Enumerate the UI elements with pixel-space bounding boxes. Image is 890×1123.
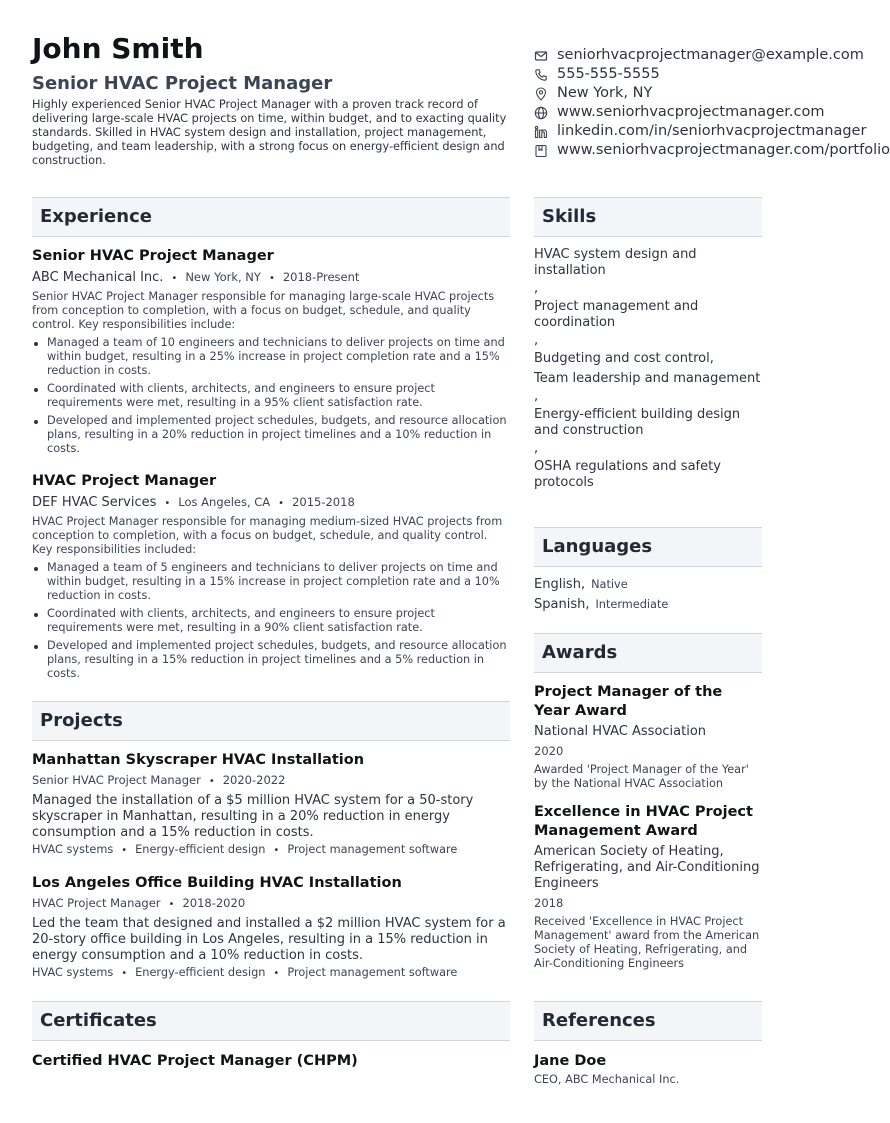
project-entry: [32, 751, 510, 858]
separator-dot: •: [278, 498, 285, 509]
skills-list: [534, 247, 762, 491]
award-organization: American Society of Heating, Refrigerating, and Air-Conditioning Engineers: [534, 844, 760, 891]
job-title: Senior HVAC Project Manager: [32, 248, 274, 264]
contact-linkedin[interactable]: [534, 122, 867, 141]
award-description: Awarded 'Project Manager of the Year' by the National HVAC Association: [534, 763, 749, 790]
project-tag: HVAC systems: [32, 843, 114, 856]
separator-dot: •: [273, 968, 280, 979]
job-meta: [32, 493, 510, 513]
project-description: Managed the installation of a $5 million HVAC system for a 50-story skyscraper in Manhattan, resulting in a 20% reduction in energy consumption and a 15% reduction in costs.: [32, 793, 474, 840]
candidate-title: Senior HVAC Project Manager: [32, 73, 333, 94]
certificate-item: Certified HVAC Project Manager (CHPM): [32, 1053, 358, 1069]
job-entry: [32, 472, 510, 685]
language-item: [534, 575, 628, 595]
section-header-certificates: [32, 1001, 510, 1041]
project-title: Manhattan Skyscraper HVAC Installation: [32, 752, 365, 768]
reference-role: CEO, ABC Mechanical Inc.: [534, 1073, 680, 1086]
job-bullets: [32, 561, 510, 681]
project-description: Led the team that designed and installed a $2 million HVAC system for a 20-story office building in Los Angeles, resulting in a 15% reduction in energy consumption and a 10% reduction in costs.: [32, 916, 506, 963]
contact-location-text: New York, NY: [557, 85, 653, 101]
job-bullet: Developed and implemented project schedules, budgets, and resource allocation plans, resulting in a 20% reduction in project timelines and a 10% reduction in costs.: [32, 414, 510, 456]
award-year: 2018: [534, 896, 564, 910]
skill-item: HVAC system design and installation: [534, 247, 697, 278]
language-name: Spanish,: [534, 597, 590, 612]
section-header-experience: [32, 197, 510, 237]
project-tag: Energy-efficient design: [135, 843, 266, 856]
section-title-references: References: [542, 1010, 656, 1031]
separator-dot: •: [171, 273, 178, 284]
skill-item: OSHA regulations and safety protocols: [534, 459, 721, 490]
section-title-awards: Awards: [542, 642, 618, 663]
contact-phone-text[interactable]: 555-555-5555: [557, 66, 660, 82]
project-tags: [32, 966, 510, 981]
project-entry: [32, 874, 510, 981]
project-role: HVAC Project Manager: [32, 896, 161, 910]
project-dates: 2018-2020: [182, 896, 246, 910]
contact-phone[interactable]: [534, 65, 794, 84]
award-title: Project Manager of the Year Award: [534, 684, 723, 719]
section-header-projects: [32, 701, 510, 741]
skill-separator: ,: [534, 389, 539, 404]
award-organization: National HVAC Association: [534, 724, 707, 739]
contact-list: [534, 46, 890, 160]
award-entry: [534, 803, 762, 971]
section-title-experience: Experience: [40, 206, 152, 227]
candidate-name: John Smith: [32, 32, 204, 65]
project-tag: Project management software: [287, 843, 458, 856]
job-bullet: Coordinated with clients, architects, and engineers to ensure project requirements were met, resulting in a 90% client satisfaction rate.: [32, 607, 510, 635]
job-dates: 2018-Present: [282, 270, 360, 284]
contact-location: [534, 84, 794, 103]
phone-icon: [534, 68, 548, 82]
language-name: English,: [534, 577, 586, 592]
job-meta: [32, 268, 510, 288]
section-title-skills: Skills: [542, 206, 597, 227]
contact-website[interactable]: [534, 103, 825, 122]
job-entry: [32, 247, 510, 460]
section-header-skills: [534, 197, 762, 237]
award-description: Received 'Excellence in HVAC Project Management' award from the American Society of Heating, Refrigerating, and Air-Conditioning Engineers: [534, 915, 760, 970]
job-location: Los Angeles, CA: [178, 495, 271, 509]
language-level: Native: [591, 578, 628, 591]
bookmark-icon: [534, 144, 548, 158]
mail-icon: [534, 49, 548, 63]
project-tag: Energy-efficient design: [135, 966, 266, 979]
skill-item: Energy-efficient building design and construction: [534, 407, 741, 438]
skill-separator: ,: [534, 441, 539, 456]
project-title: Los Angeles Office Building HVAC Installation: [32, 875, 402, 891]
separator-dot: •: [273, 845, 280, 856]
separator-dot: •: [121, 845, 128, 856]
language-level: Intermediate: [595, 598, 669, 611]
section-title-projects: Projects: [40, 710, 123, 731]
project-tag: HVAC systems: [32, 966, 114, 979]
contact-email[interactable]: [534, 46, 864, 65]
project-tag: Project management software: [287, 966, 458, 979]
separator-dot: •: [268, 273, 275, 284]
contact-linkedin-text[interactable]: linkedin.com/in/seniorhvacprojectmanager: [557, 123, 867, 139]
job-bullets: [32, 336, 510, 456]
contact-email-text[interactable]: seniorhvacprojectmanager@example.com: [557, 47, 864, 63]
job-title: HVAC Project Manager: [32, 473, 217, 489]
job-bullet: Developed and implemented project schedules, budgets, and resource allocation plans, resulting in a 15% reduction in project timelines and a 5% reduction in costs.: [32, 639, 510, 681]
project-meta: [32, 772, 510, 790]
project-dates: 2020-2022: [222, 773, 286, 787]
section-title-certificates: Certificates: [40, 1010, 157, 1031]
globe-icon: [534, 106, 548, 120]
job-bullet: Managed a team of 5 engineers and technicians to deliver projects on time and within budget, resulting in a 15% increase in project completion rate and a 10% reduction in costs.: [32, 561, 510, 603]
award-title: Excellence in HVAC Project Management Award: [534, 804, 753, 839]
job-bullet: Coordinated with clients, architects, and engineers to ensure project requirements were met, resulting in a 95% client satisfaction rate.: [32, 382, 510, 410]
job-company: ABC Mechanical Inc.: [32, 270, 164, 285]
section-header-awards: [534, 633, 762, 673]
skill-item: Team leadership and management: [534, 371, 761, 386]
section-title-languages: Languages: [542, 536, 653, 557]
skill-item: Project management and coordination: [534, 299, 699, 330]
separator-dot: •: [208, 776, 215, 787]
skill-separator: ,: [534, 281, 539, 296]
job-company: DEF HVAC Services: [32, 495, 157, 510]
job-description: HVAC Project Manager responsible for managing medium-sized HVAC projects from conception to completion, with a focus on budget, schedule, and quality control. Key responsibilities included:: [32, 515, 503, 556]
summary: Highly experienced Senior HVAC Project Manager with a proven track record of delivering large-scale HVAC projects on time, within budget, and to exacting quality standards. Skilled in HVAC system design and installation, project management, budgeting, and team leadership, with a strong focus on energy-efficient design and construction.: [32, 98, 507, 167]
skill-separator: ,: [534, 333, 539, 348]
award-year: 2020: [534, 744, 564, 758]
award-entry: [534, 683, 762, 791]
project-tags: [32, 843, 510, 858]
job-bullet: Managed a team of 10 engineers and technicians to deliver projects on time and within budget, resulting in a 25% increase in project completion rate and a 15% reduction in costs.: [32, 336, 510, 378]
job-location: New York, NY: [185, 270, 261, 284]
job-description: Senior HVAC Project Manager responsible for managing large-scale HVAC projects from conception to completion, with a focus on budget, schedule, and quality control. Key responsibilities include:: [32, 290, 495, 331]
separator-dot: •: [164, 498, 171, 509]
contact-portfolio[interactable]: [534, 141, 890, 160]
section-header-references: [534, 1001, 762, 1041]
separator-dot: •: [121, 968, 128, 979]
language-item: [534, 595, 668, 615]
contact-website-text[interactable]: www.seniorhvacprojectmanager.com: [557, 104, 825, 120]
section-header-languages: [534, 527, 762, 567]
separator-dot: •: [168, 899, 175, 910]
project-meta: [32, 895, 510, 913]
reference-name: Jane Doe: [534, 1053, 607, 1069]
map-pin-icon: [534, 87, 548, 101]
project-role: Senior HVAC Project Manager: [32, 773, 201, 787]
job-dates: 2015-2018: [292, 495, 355, 509]
contact-portfolio-text[interactable]: www.seniorhvacprojectmanager.com/portfolio: [557, 142, 890, 158]
skill-item: Budgeting and cost control,: [534, 351, 714, 366]
linkedin-icon: [534, 125, 548, 139]
